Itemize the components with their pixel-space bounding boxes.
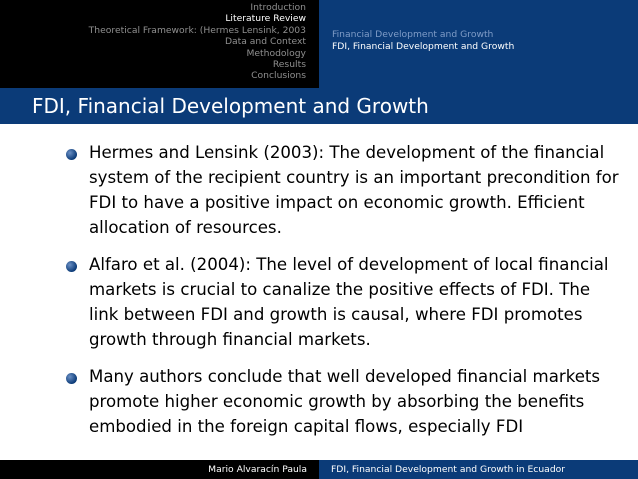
nav-section-literature-review[interactable]: Literature Review <box>225 13 306 25</box>
section-navigation <box>0 0 319 88</box>
list-item-text: Alfaro et al. (2004): The level of development of local financial markets is crucial to canalize the positive effects of FDI. The link between FDI and growth is causal, where FDI promotes growth through financial markets. <box>89 255 609 349</box>
headline-bar <box>0 0 638 88</box>
footline-bar <box>0 460 638 479</box>
nav-section-introduction[interactable]: Introduction <box>250 2 306 13</box>
nav-section-theoretical-framework[interactable]: Theoretical Framework: (Hermes Lensink, 2003 <box>88 24 306 36</box>
list-item <box>0 140 638 240</box>
nav-section-results[interactable]: Results <box>272 59 306 71</box>
section-list <box>89 2 306 82</box>
footer-title: FDI, Financial Development and Growth in Ecuador <box>319 460 638 479</box>
list-item-text: Many authors conclude that well developed financial markets promote higher economic growth by absorbing the benefits embodied in the foreign capital flows, especially FDI <box>89 367 601 436</box>
list-item <box>0 364 638 439</box>
bullet-icon <box>66 261 77 272</box>
nav-subsection-fdi-financial-development[interactable]: FDI, Financial Development and Growth <box>332 41 515 52</box>
frame-title: FDI, Financial Development and Growth <box>32 94 429 118</box>
list-item-text: Hermes and Lensink (2003): The development of the financial system of the recipient country is an important precondition for FDI to have a positive impact on economic growth. Efficient allocation of resources. <box>89 143 619 237</box>
frame-title-bar <box>0 88 638 124</box>
subsection-list <box>332 29 514 53</box>
slide-content <box>0 140 638 451</box>
bullet-icon <box>66 149 77 160</box>
nav-section-conclusions[interactable]: Conclusions <box>251 70 306 82</box>
list-item <box>0 252 638 352</box>
subsection-navigation <box>319 0 638 88</box>
nav-section-methodology[interactable]: Methodology <box>246 47 306 59</box>
footer-author: Mario Alvaracín Paula <box>208 464 307 475</box>
nav-subsection-financial-development[interactable]: Financial Development and Growth <box>332 29 494 40</box>
bullet-icon <box>66 373 77 384</box>
nav-section-data-and-context[interactable]: Data and Context <box>224 36 306 48</box>
